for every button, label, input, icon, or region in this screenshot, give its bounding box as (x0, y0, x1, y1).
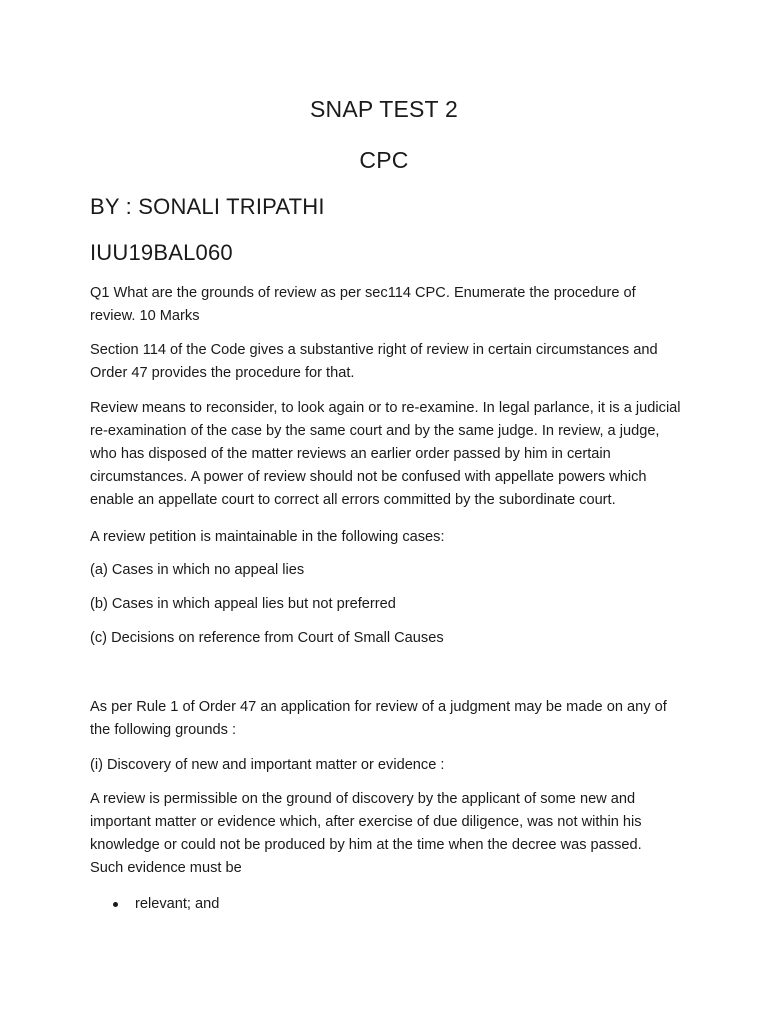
case-a: (a) Cases in which no appeal lies (90, 562, 305, 578)
case-c: (c) Decisions on reference from Court of Small Causes (90, 630, 444, 646)
list-item-text: relevant; and (135, 896, 220, 912)
document-title: SNAP TEST 2 (310, 96, 458, 122)
paragraph-section-114: Section 114 of the Code gives a substantive right of review in certain circumstances and Order 47 provides the procedure for that. (90, 342, 658, 381)
question-text: Q1 What are the grounds of review as per sec114 CPC. Enumerate the procedure of review. 10 Marks (90, 285, 636, 324)
evidence-requirements-list (90, 893, 219, 916)
document-subtitle: CPC (359, 147, 409, 173)
author-line: BY : SONALI TRIPATHI (90, 194, 325, 219)
roll-number: IUU19BAL060 (90, 240, 233, 265)
list-item (90, 893, 219, 916)
ground-i-heading: (i) Discovery of new and important matter or evidence : (90, 757, 445, 773)
paragraph-rule-1-order-47: As per Rule 1 of Order 47 an application for review of a judgment may be made on any of the following grounds : (90, 699, 667, 738)
case-b: (b) Cases in which appeal lies but not preferred (90, 596, 396, 612)
paragraph-discovery: A review is permissible on the ground of discovery by the applicant of some new and important matter or evidence which, after exercise of due diligence, was not within his knowledge or could not be produced by him at the time when the decree was passed. Such evidence must be (90, 791, 642, 876)
paragraph-maintainable-intro: A review petition is maintainable in the following cases: (90, 529, 445, 545)
paragraph-review-meaning: Review means to reconsider, to look again or to re-examine. In legal parlance, it is a judicial re-examination of the case by the same court and by the same judge. In review, a judge, who has disposed of the matter reviews an earlier order passed by him in certain circumstances. A power of review should not be confused with appellate powers which enable an appellate court to correct all errors committed by the subordinate court. (90, 400, 681, 508)
bullet-icon (113, 902, 118, 907)
